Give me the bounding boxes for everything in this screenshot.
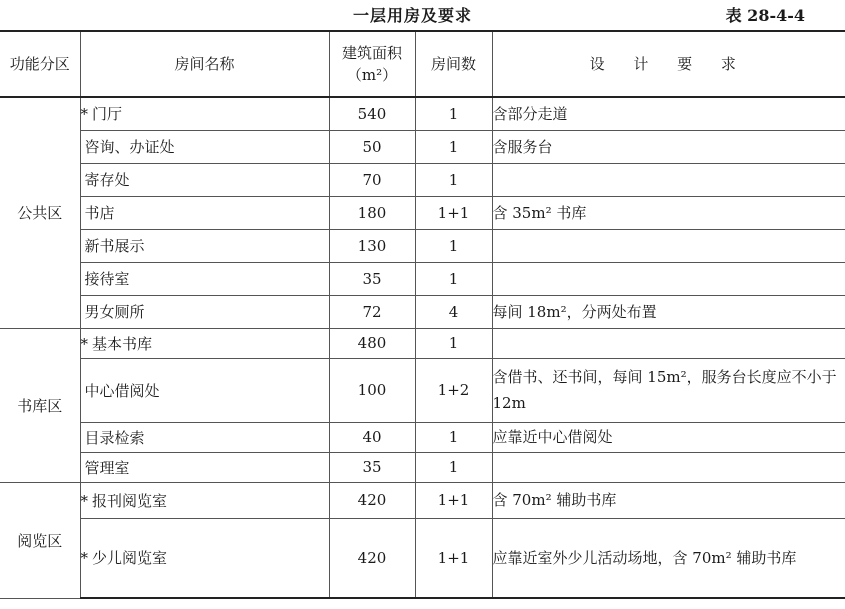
room-name-cell (80, 262, 329, 295)
table-row (0, 262, 845, 295)
room-name: 接待室 (84, 270, 130, 288)
room-name-cell (80, 295, 329, 328)
zone-cell: 公共区 (0, 97, 80, 328)
room-name-cell (80, 422, 329, 452)
room-name-cell (80, 452, 329, 482)
zone-cell: 书库区 (0, 328, 80, 482)
count-cell: 1+1 (415, 196, 492, 229)
room-name: 目录检索 (84, 428, 145, 447)
count-cell: 4 (415, 295, 492, 328)
area-cell: 35 (329, 262, 415, 295)
table-row (0, 130, 845, 163)
room-name: 书店 (84, 204, 115, 222)
table-row (0, 295, 845, 328)
key-room-marker: * (80, 105, 88, 124)
area-cell: 420 (329, 518, 415, 598)
requirement-cell (492, 328, 845, 358)
table-row (0, 163, 845, 196)
count-cell: 1+1 (415, 518, 492, 598)
room-name: 少儿阅览室 (92, 549, 168, 568)
area-cell: 540 (329, 97, 415, 130)
header-area (329, 31, 415, 97)
count-cell: 1 (415, 130, 492, 163)
header-area-unit: （m²） (346, 66, 398, 84)
area-cell: 180 (329, 196, 415, 229)
table-row (0, 97, 845, 130)
requirement-cell: 含 70m² 辅助书库 (492, 482, 845, 518)
key-room-marker: * (80, 491, 88, 510)
room-name: 基本书库 (92, 334, 153, 353)
table-row (0, 422, 845, 452)
room-name: 门厅 (92, 105, 123, 124)
rooms-table (0, 30, 845, 599)
table-row (0, 229, 845, 262)
header-zone: 功能分区 (0, 31, 80, 97)
count-cell: 1 (415, 328, 492, 358)
room-name: 中心借阅处 (84, 381, 160, 400)
table-title: 一层用房及要求 (353, 6, 473, 25)
table-row (0, 358, 845, 422)
room-name-cell (80, 229, 329, 262)
zone-cell: 阅览区 (0, 482, 80, 598)
count-cell: 1 (415, 163, 492, 196)
count-cell: 1+1 (415, 482, 492, 518)
requirement-cell: 含部分走道 (492, 97, 845, 130)
table-row (0, 452, 845, 482)
key-room-marker: * (80, 549, 88, 568)
table-row (0, 328, 845, 358)
area-cell: 35 (329, 452, 415, 482)
requirement-cell: 含 35m² 书库 (492, 196, 845, 229)
requirement-cell: 含借书、还书间，每间 15m²，服务台长度应不小于 12m (492, 358, 845, 422)
room-name: 新书展示 (84, 237, 145, 255)
area-cell: 100 (329, 358, 415, 422)
table-number: 表 28-4-4 (725, 6, 805, 25)
table-caption (0, 0, 845, 26)
room-name-cell (80, 518, 329, 598)
room-name: 报刊阅览室 (92, 491, 168, 510)
area-cell: 420 (329, 482, 415, 518)
count-cell: 1 (415, 262, 492, 295)
room-name-cell (80, 97, 329, 130)
requirement-cell: 应靠近中心借阅处 (492, 422, 845, 452)
room-name-cell (80, 482, 329, 518)
requirement-cell (492, 229, 845, 262)
count-cell: 1 (415, 452, 492, 482)
area-cell: 130 (329, 229, 415, 262)
room-name: 管理室 (84, 458, 130, 477)
room-name: 咨询、办证处 (84, 138, 175, 156)
area-cell: 40 (329, 422, 415, 452)
count-cell: 1 (415, 97, 492, 130)
table-row (0, 196, 845, 229)
room-name-cell (80, 163, 329, 196)
table-row (0, 482, 845, 518)
header-room-name: 房间名称 (80, 31, 329, 97)
header-row (0, 31, 845, 97)
room-name-cell (80, 328, 329, 358)
requirement-cell: 含服务台 (492, 130, 845, 163)
requirement-cell (492, 452, 845, 482)
area-cell: 480 (329, 328, 415, 358)
requirement-cell (492, 262, 845, 295)
table-row (0, 518, 845, 598)
count-cell: 1 (415, 229, 492, 262)
header-requirement: 设 计 要 求 (492, 31, 845, 97)
area-cell: 50 (329, 130, 415, 163)
requirement-cell: 应靠近室外少儿活动场地，含 70m² 辅助书库 (492, 518, 845, 598)
room-name: 男女厕所 (84, 303, 145, 321)
room-name-cell (80, 196, 329, 229)
room-name: 寄存处 (84, 171, 130, 189)
header-count: 房间数 (415, 31, 492, 97)
room-name-cell (80, 358, 329, 422)
count-cell: 1+2 (415, 358, 492, 422)
count-cell: 1 (415, 422, 492, 452)
area-cell: 70 (329, 163, 415, 196)
requirement-cell: 每间 18m²，分两处布置 (492, 295, 845, 328)
room-name-cell (80, 130, 329, 163)
key-room-marker: * (80, 334, 88, 353)
header-area-label: 建筑面积 (341, 44, 402, 62)
requirement-cell (492, 163, 845, 196)
area-cell: 72 (329, 295, 415, 328)
